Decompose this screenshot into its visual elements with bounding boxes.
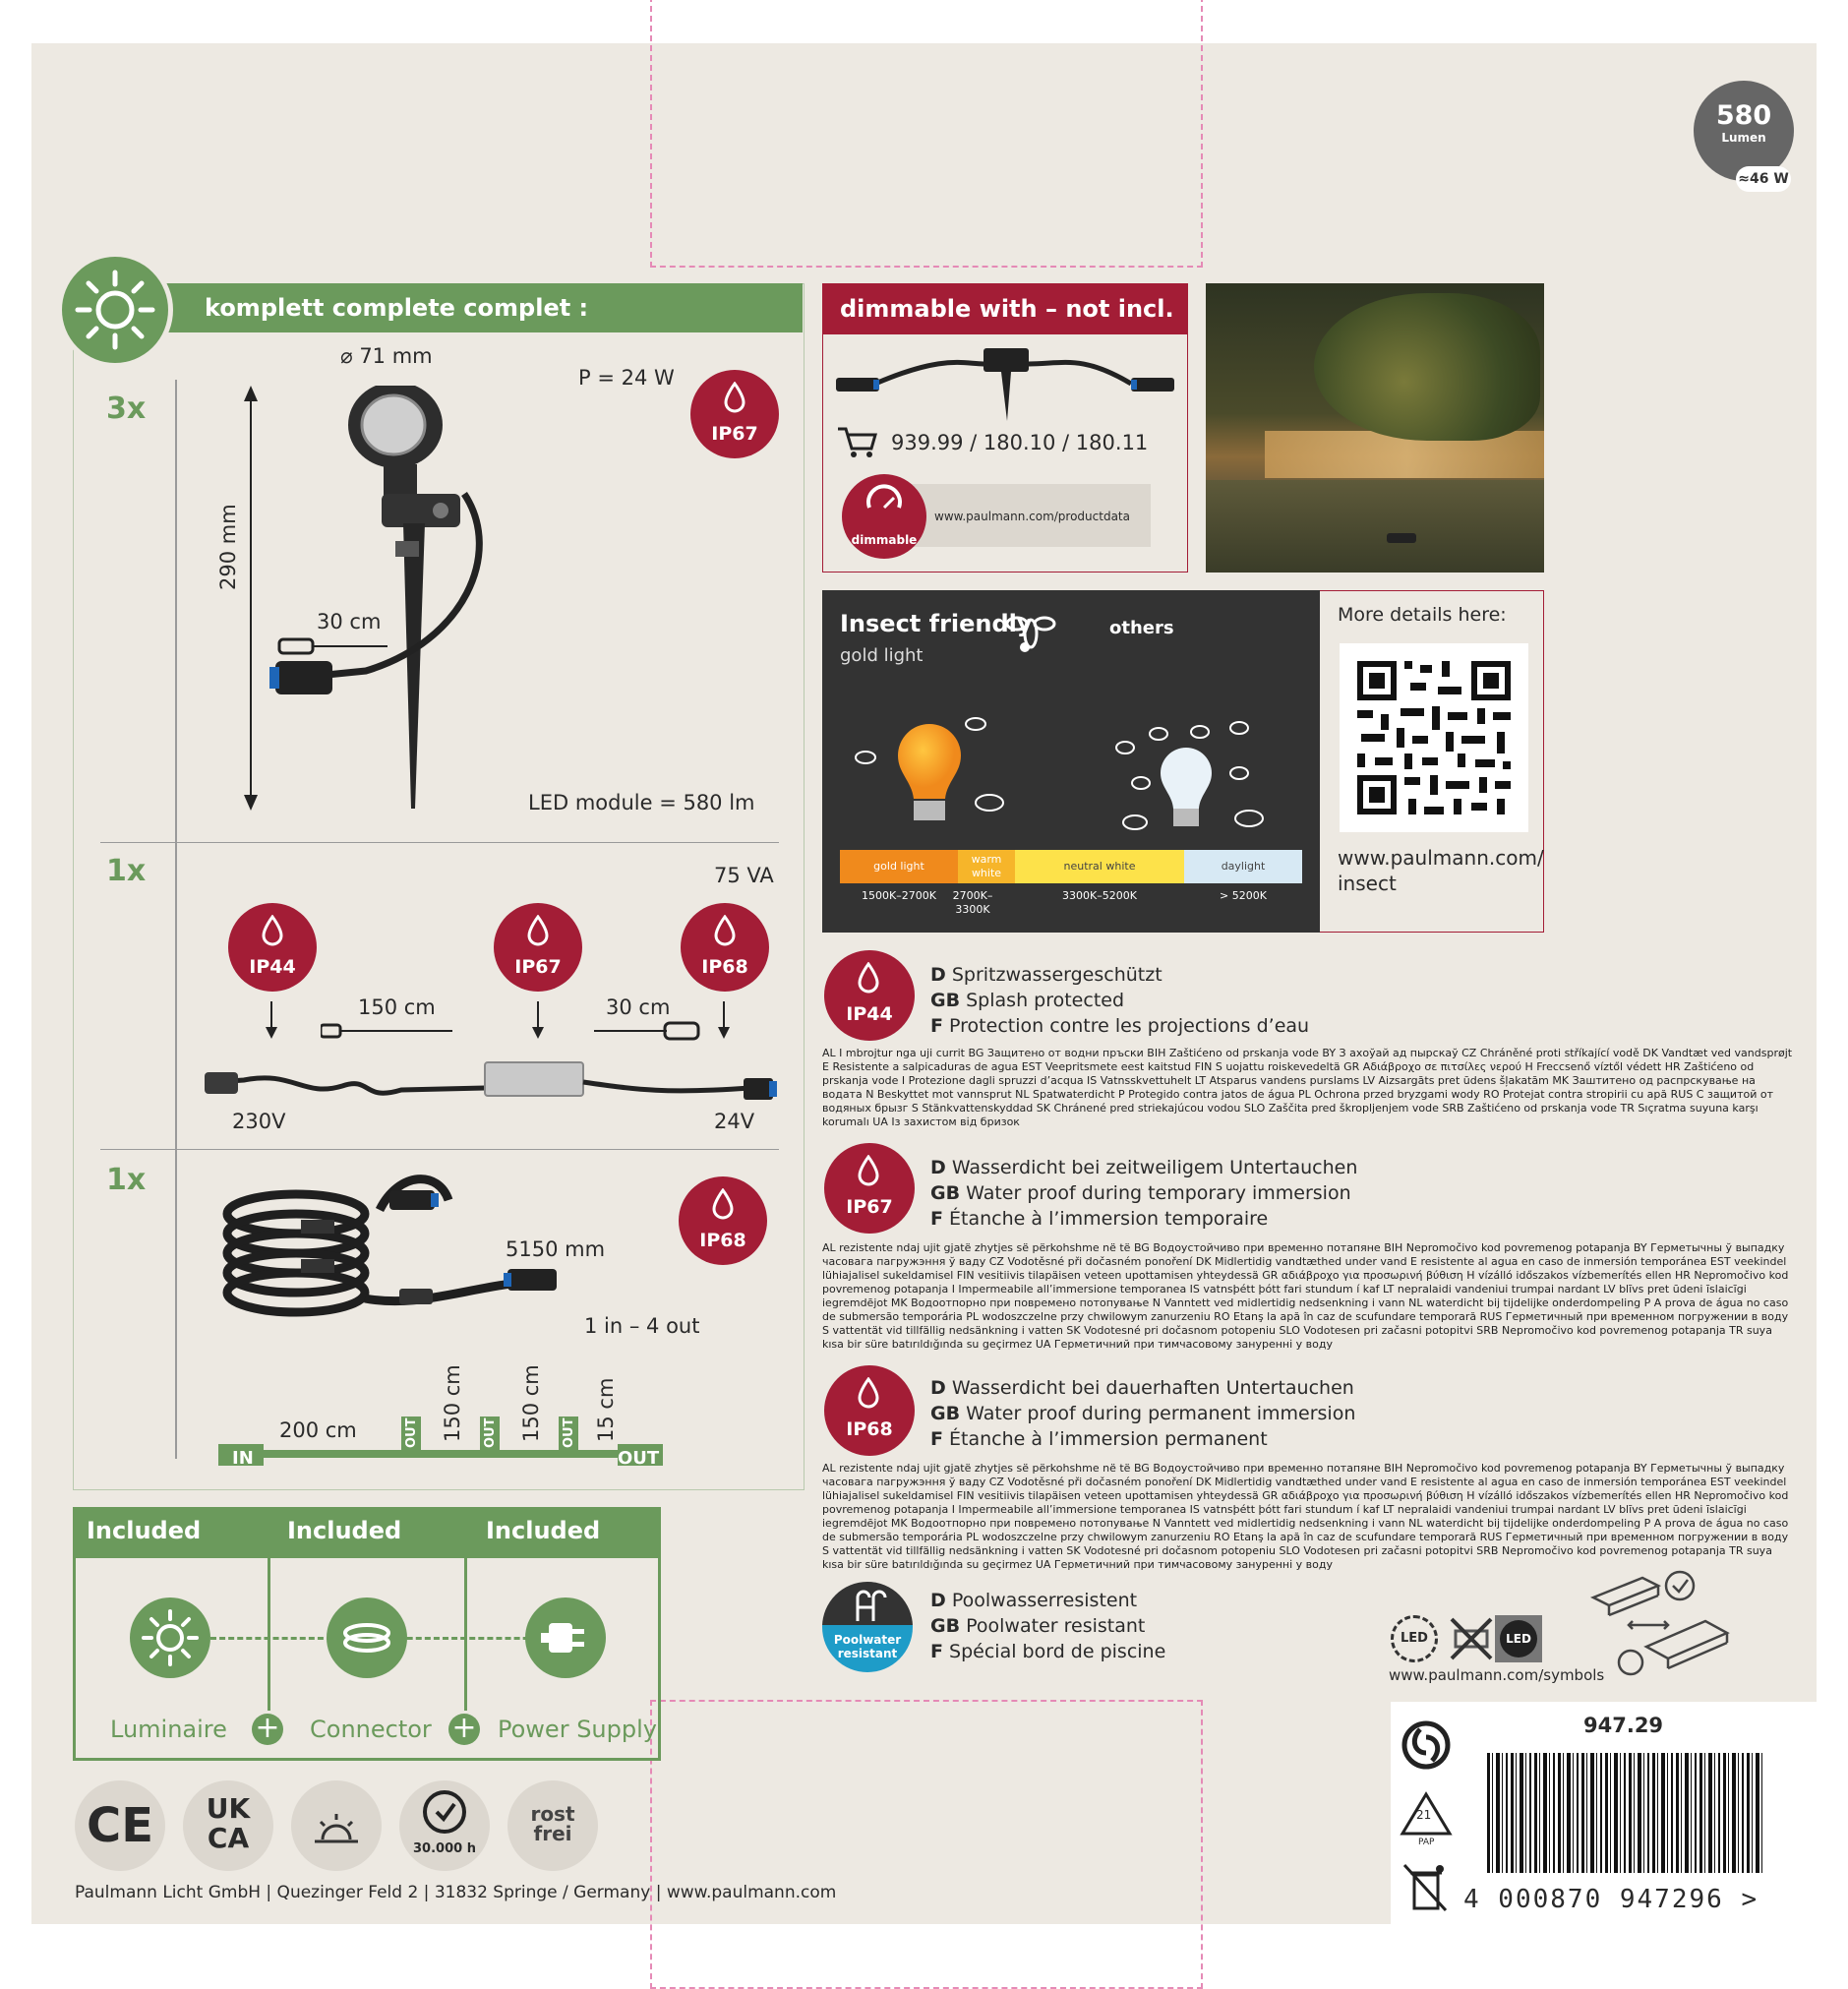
ip68-description: D Wasserdicht bei dauerhaften Untertauchen GB Water proof during permanent immersion F Étanche à l’immersion permanent [930, 1377, 1356, 1450]
power-supply-input-length: 150 cm [358, 995, 436, 1019]
insect-url-line-2[interactable]: insect [1338, 872, 1397, 895]
connector-assembly-icon [1589, 1568, 1737, 1686]
led-symbol-1: LED [1391, 1615, 1438, 1662]
water-drop-icon [711, 1188, 735, 1220]
segment-length-1: 200 cm [279, 1418, 357, 1442]
company-address: Paulmann Licht GmbH | Quezinger Feld 2 | 31832 Springe / Germany | www.paulmann.com [75, 1883, 837, 1902]
plus-icon-2: + [448, 1714, 480, 1745]
ip67-description: D Wasserdicht bei zeitweiligem Untertauchen GB Water proof during temporary immersion F Étanche à l’immersion temporaire [930, 1157, 1358, 1230]
ip68-badge-connector: IP68 [679, 1176, 767, 1265]
dimmer-article-numbers: 939.99 / 180.10 / 180.11 [891, 431, 1149, 454]
out-port-label-1: OUT [404, 1417, 419, 1448]
included-label-connector: Connector [310, 1716, 432, 1743]
gold-bulb-icon [846, 704, 1033, 842]
outdoor-sun-icon [291, 1780, 382, 1871]
connector-ports: 1 in – 4 out [584, 1314, 700, 1338]
power-supply-illustration [205, 1051, 781, 1110]
plus-icon-1: + [252, 1714, 283, 1745]
pool-description: D Poolwasserresistent GB Poolwater resistant F Spécial bord de piscine [930, 1590, 1166, 1662]
ce-mark: CE [75, 1780, 165, 1871]
scale-daylight: daylight [1184, 850, 1302, 883]
ip44-badge: IP44 [824, 950, 915, 1041]
lumen-badge: 580 Lumen [1694, 81, 1794, 181]
water-drop-icon [526, 915, 550, 946]
included-divider-2 [464, 1558, 467, 1711]
watt-equivalent: ≈46 W [1736, 166, 1791, 192]
power-supply-qty: 1x [106, 854, 147, 888]
connector-total-length: 5150 mm [506, 1237, 606, 1261]
section-divider-vertical [175, 380, 177, 1459]
scale-neutral-white: neutral white [1015, 850, 1184, 883]
insect-gold-light: gold light [840, 645, 924, 666]
included-header-2: Included [287, 1517, 402, 1544]
luminaire-height: 290 mm [216, 504, 240, 590]
out-port-label-3: OUT [562, 1417, 576, 1448]
recycle-number: 21 [1416, 1808, 1432, 1822]
connector-cable-icon [327, 1597, 407, 1678]
water-drop-icon [713, 915, 737, 946]
power-plug-icon [525, 1597, 606, 1678]
range-gold-light: 1500K–2700K [862, 889, 936, 902]
garden-photo [1206, 283, 1544, 573]
ip44-badge-plug: IP44 [228, 903, 317, 992]
cable-length-marks [321, 1019, 714, 1043]
output-voltage: 24V [714, 1110, 755, 1133]
ip68-badge-output: IP68 [681, 903, 769, 992]
barcode [1487, 1753, 1764, 1873]
section-divider-1 [100, 842, 779, 843]
input-voltage: 230V [232, 1110, 286, 1133]
lifetime-clock-icon: 30.000 h [399, 1780, 490, 1871]
ukca-mark: UK CA [183, 1780, 273, 1871]
luminaire-cable-length: 30 cm [317, 610, 382, 633]
segment-length-2: 150 cm [441, 1364, 464, 1442]
included-header-3: Included [486, 1517, 601, 1544]
range-warm-white: 2700K–3300K [952, 889, 993, 916]
die-cut-flap-bottom [650, 1700, 1203, 1989]
water-drop-icon [857, 962, 880, 994]
ip67-badge-driver: IP67 [494, 903, 582, 992]
water-drop-icon [857, 1155, 880, 1186]
connector-out-label: OUT [618, 1448, 660, 1469]
color-temperature-scale [840, 850, 1302, 883]
range-neutral-white: 3300K–5200K [1062, 889, 1137, 902]
segment-length-3: 150 cm [519, 1364, 543, 1442]
spike-luminaire-illustration [268, 386, 494, 818]
scale-warm-white: warm white [958, 850, 1015, 883]
article-number: 947.29 [1583, 1714, 1664, 1737]
dimmable-title: dimmable with – not incl. [822, 283, 1188, 334]
insect-url-line-1[interactable]: www.paulmann.com/ [1338, 846, 1544, 870]
sun-icon [57, 252, 173, 368]
luminaire-power: P = 24 W [578, 366, 675, 390]
product-data-url[interactable]: www.paulmann.com/productdata [934, 510, 1130, 523]
led-symbol-2: LED [1495, 1615, 1542, 1662]
power-supply-va: 75 VA [714, 864, 774, 887]
insect-friendly-title: Insect friendly [840, 610, 1033, 637]
range-daylight: > 5200K [1220, 889, 1267, 902]
included-header-1: Included [87, 1517, 202, 1544]
ip67-badge: IP67 [690, 370, 779, 458]
ip67-badge-info: IP67 [824, 1143, 915, 1234]
symbols-url[interactable]: www.paulmann.com/symbols [1389, 1666, 1605, 1684]
included-divider-1 [268, 1558, 270, 1711]
ip68-badge-info: IP68 [824, 1365, 915, 1456]
luminaire-diameter: ⌀ 71 mm [340, 344, 433, 368]
rust-free-mark: rost frei [507, 1780, 598, 1871]
dimmer-icon [842, 474, 926, 523]
shopping-cart-icon [836, 425, 879, 460]
pool-ladder-icon [822, 1582, 913, 1625]
out-port-label-2: OUT [483, 1417, 498, 1448]
qr-code[interactable] [1340, 643, 1528, 832]
die-cut-flap-top [650, 0, 1203, 268]
connector-in-label: IN [232, 1448, 254, 1469]
dimmer-illustration [836, 344, 1176, 423]
section-divider-2 [100, 1149, 779, 1150]
barcode-digits: 4 000870 947296 > [1463, 1885, 1759, 1914]
cable-length-icon [277, 635, 389, 659]
dimmable-badge: dimmable [842, 474, 926, 559]
scale-gold-light: gold light [840, 850, 958, 883]
ip44-translations: AL I mbrojtur nga uji currit BG Защитено от водни пръски BIH Zaštićeno od prskanja vode BY З ахоўай ад пырскаў CZ Chráněné proti stříkající vodě DK Vandtæt ved vandsprøjt E Resistente a salpicaduras de agua EST Veepritsmete eest kaitstud FIN S uojattu roiskevedeltä GR Αδιάβροχο σε πιτσίλες νερού H Freccsenő víztől védett HR Zaštićeno od prskanja vode I Protezione dagli spruzzi d’acqua IS Vatnsskvettuhelt LT Atsparus vandens purslams LV Aizsargāts pret ūdens šļakatām MK Заштитено од распрскување на водата N Beskyttet mot vannsprut NL Spatwaterdicht P Protegido contra jatos de água PL Ochrona przed bryzgami wody RO Protejat contra stropirii cu apă RUS С защитой от водяных брызг S Stänkvattenskyddad SK Chránené pred striekajúcou vodou SLO Zaščita pred škropljenjem vode SRB Zaštićeno od prskanja vode TR Sıçratma suyuna karşı korumalı UA Із захистом від бризок [822, 1047, 1793, 1128]
poolwater-badge: Poolwater resistant [822, 1582, 913, 1672]
ip67-translations: AL rezistente ndaj ujit gjatë zhytjes së përkohshme në të BG Водоустойчиво при временно потапяне BIH Nepromočivo kod povremenog potapanja BY Герметычны ў выпадку часовага пагружэння ў ваду CZ Vodotěsné při dočasném ponoření DK Midlertidig vandtæthed under vand E resistente al agua en caso de inmersión temporánea EST veekindel lühiajalisel sukeldamisel FIN vesitiivis tilapäisen veteen upottamisen yhteydessä GR αδιάβροχο για προσωρινή βύθιση H vízálló időszakos vízbemerítés ellen HR Nepromočivo kod povremenog potapanja I Impermeabile all’immersione temporanea IS vatnsþétt þótt fari stundum í kaf LT nepralaidi vandeniui trumpai nardant LV blīvs pret ūdeni īslaicīgi iegremdējot MK Водоотпорно при повремено потопување N Vanntett ved midlertidig nedsenkning i vann NL waterdicht bij tijdelijke onderdompeling P A prova de água no caso de submersão temporária PL wodoszczelne przy chwilowym zanurzeniu RO Etanş la apă în caz de scufundare temporară RUS Герметичный при временном погружении в воду S vattentät vid tillfällig nedsänkning i vatten SK Vodotesné pri dočasnom potopeniu SLO Vodotesen pri začasni potopitvi SRB Nepromočivo kod povremenog potapanja TR suya kısa bir süre batırıldığında su geçirmez UA Герметичний при тимчасовому зануренні у воду [822, 1241, 1789, 1351]
segment-length-4: 15 cm [594, 1377, 618, 1442]
included-label-luminaire: Luminaire [110, 1716, 227, 1743]
water-drop-icon [261, 915, 284, 946]
height-arrow [236, 386, 266, 811]
water-drop-icon [723, 382, 746, 413]
green-dot-icon [1401, 1719, 1452, 1771]
included-label-power-supply: Power Supply [498, 1716, 657, 1743]
power-supply-output-length: 30 cm [606, 995, 671, 1019]
connector-qty: 1x [106, 1163, 147, 1197]
crossed-lamp-icon [1448, 1615, 1495, 1662]
waste-bin-icon [1401, 1859, 1450, 1914]
more-details-label: More details here: [1338, 604, 1507, 626]
white-bulb-icon [1105, 704, 1292, 842]
luminaire-qty: 3x [106, 392, 147, 426]
complete-set-title: komplett complete complet : [138, 283, 803, 332]
water-drop-icon [857, 1377, 880, 1409]
ip44-description: D Spritzwassergeschützt GB Splash protected F Protection contre les projections d’eau [930, 964, 1310, 1037]
insect-others: others [1109, 618, 1174, 638]
led-module-lumen: LED module = 580 lm [528, 791, 755, 814]
luminaire-sun-icon [130, 1597, 210, 1678]
recycle-text: PAP [1418, 1838, 1435, 1847]
moth-icon [1003, 604, 1058, 657]
ip68-translations: AL rezistente ndaj ujit gjatë zhytjes së përkohshme në të BG Водоустойчиво при временно потапяне BIH Nepromočivo kod povremenog potapanja BY Герметычны ў выпадку часовага пагружэння ў ваду CZ Vodotěsné při dočasném ponoření DK Midlertidig vandtæthed under vand E resistente al agua en caso de inmersión temporánea EST veekindel lühiajalisel sukeldamisel FIN vesitiivis tilapäisen veteen upottamisen yhteydessä GR αδιάβροχο για προσωρινή βύθιση H vízálló időszakos vízbemerítés ellen HR Nepromočivo kod povremenog potapanja I Impermeabile all’immersione temporanea IS vatnsþétt þótt fari stundum í kaf LT nepralaidi vandeniui trumpai nardant LV blīvs pret ūdeni īslaicīgi iegremdējot MK Водоотпорно при повремено потопување N Vanntett ved midlertidig nedsenkning i vann NL waterdicht bij tijdelijke onderdompeling P A prova de água no caso de submersão temporária PL wodoszczelne przy chwilowym zanurzeniu RO Etanş la apă în caz de scufundare temporară RUS Герметичный при временном погружении в воду S vattentät vid tillfällig nedsänkning i vatten SK Vodotesné pri dočasnom potopeniu SLO Vodotesen pri začasni potopitvi SRB Nepromočivo kod povremenog potapanja TR suya kısa bir süre batırıldığında su geçirmez UA Герметичний при тимчасовому зануренні у воду [822, 1462, 1789, 1571]
